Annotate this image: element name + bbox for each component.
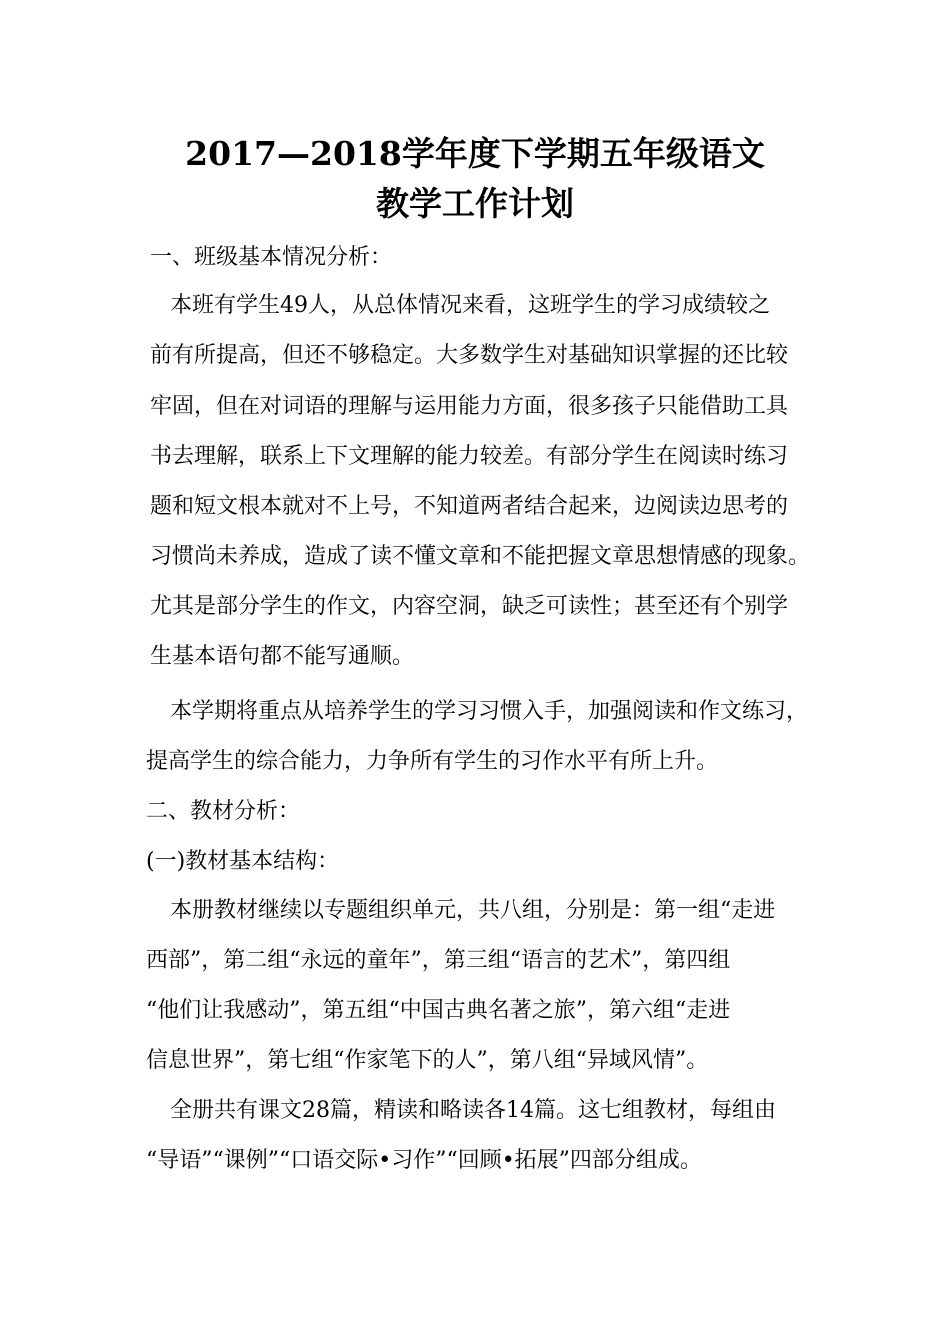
section-2-para-2-line: “导语”“课例”“口语交际•习作”“回顾•拓展”四部分组成。 bbox=[146, 1148, 702, 1173]
document-title-line-2: 教学工作计划 bbox=[376, 184, 574, 223]
section-1-para-1-line: 习惯尚未养成，造成了读不懂文章和不能把握文章思想情感的现象。 bbox=[150, 544, 811, 569]
section-2-para-1-line: 本册教材继续以专题组织单元，共八组，分别是：第一组“走进 bbox=[170, 898, 776, 923]
section-1-para-1-line: 书去理解，联系上下文理解的能力较差。有部分学生在阅读时练习 bbox=[150, 444, 789, 469]
document-title-line-1: 2017—2018学年度下学期五年级语文 bbox=[185, 134, 765, 173]
section-2-para-1-line: “他们让我感动”，第五组“中国古典名著之旅”，第六组“走进 bbox=[146, 998, 731, 1023]
section-1-para-2-line: 本学期将重点从培养学生的学习习惯入手，加强阅读和作文练习， bbox=[170, 699, 809, 724]
section-1-para-1-line: 前有所提高，但还不够稳定。大多数学生对基础知识掌握的还比较 bbox=[150, 343, 789, 368]
section-1-para-1-line: 尤其是部分学生的作文，内容空洞，缺乏可读性；甚至还有个别学 bbox=[150, 594, 789, 619]
section-1-para-1-line: 题和短文根本就对不上号，不知道两者结合起来，边阅读边思考的 bbox=[150, 494, 789, 519]
section-2-subheading: (一)教材基本结构： bbox=[146, 849, 340, 874]
section-2-para-1-line: 信息世界”，第七组“作家笔下的人”，第八组“异域风情”。 bbox=[146, 1048, 709, 1073]
section-2-heading: 二、教材分析： bbox=[146, 799, 301, 824]
section-1-para-1-line: 生基本语句都不能写通顺。 bbox=[150, 644, 415, 669]
section-1-para-1-line: 本班有学生49人，从总体情况来看，这班学生的学习成绩较之 bbox=[170, 293, 770, 318]
section-2-para-2-line: 全册共有课文28篇，精读和略读各14篇。这七组教材，每组由 bbox=[170, 1098, 776, 1123]
section-1-para-2-line: 提高学生的综合能力，力争所有学生的习作水平有所上升。 bbox=[146, 749, 719, 774]
section-1-heading: 一、班级基本情况分析： bbox=[150, 245, 393, 270]
section-2-para-1-line: 西部”，第二组“永远的童年”，第三组“语言的艺术”，第四组 bbox=[146, 948, 731, 973]
section-1-para-1-line: 牢固，但在对词语的理解与运用能力方面，很多孩子只能借助工具 bbox=[150, 394, 789, 419]
